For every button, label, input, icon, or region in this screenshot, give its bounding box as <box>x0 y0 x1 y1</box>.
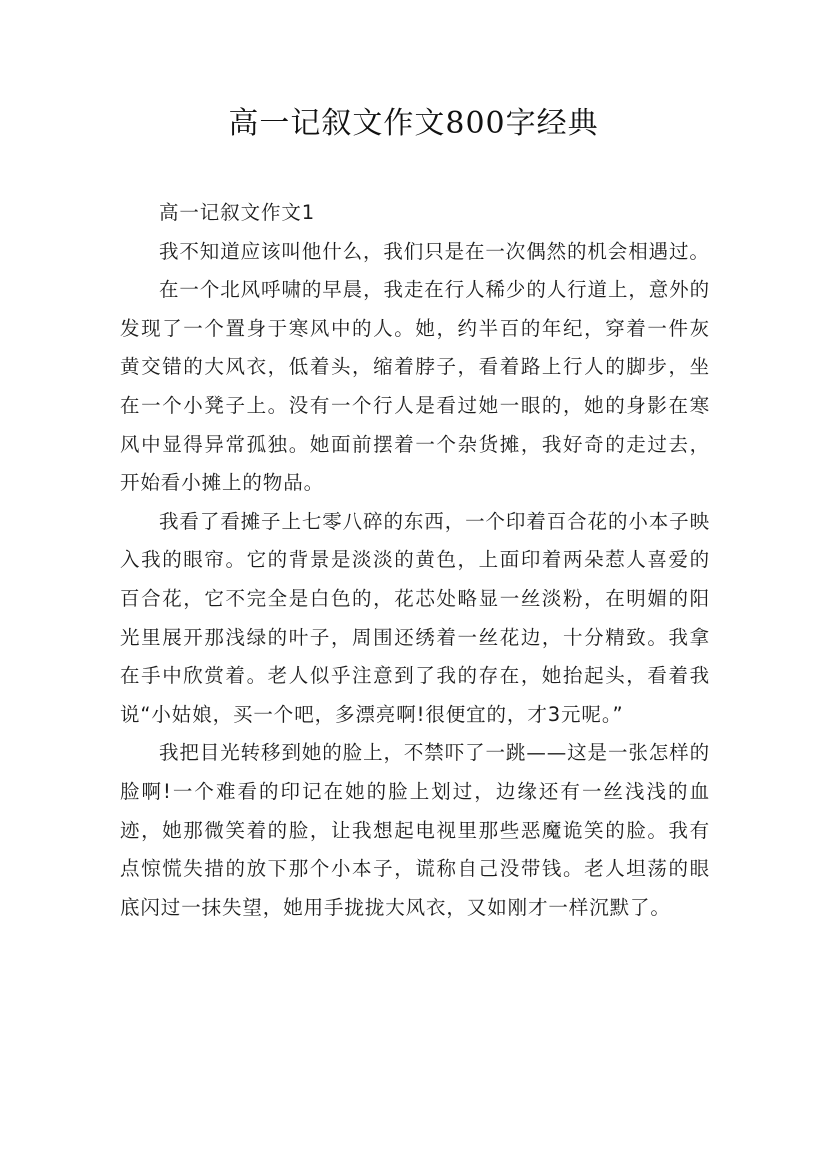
document-title: 高一记叙文作文800字经典 <box>228 106 599 141</box>
document-body <box>120 194 710 927</box>
paragraph: 在一个北风呼啸的早晨，我走在行人稀少的人行道上，意外的发现了一个置身于寒风中的人。她，约半百的年纪，穿着一件灰黄交错的大风衣，低着头，缩着脖子，看着路上行人的脚步，坐在一个小凳子上。没有一个行人是看过她一眼的，她的身影在寒风中显得异常孤独。她面前摆着一个杂货摊，我好奇的走过去，开始看小摊上的物品。 <box>120 278 710 495</box>
section-heading: 高一记叙文作文1 <box>159 201 316 224</box>
paragraph: 我把目光转移到她的脸上，不禁吓了一跳——这是一张怎样的脸啊!一个难看的印记在她的脸上划过，边缘还有一丝浅浅的血迹，她那微笑着的脸，让我想起电视里那些恶魔诡笑的脸。我有点惊慌失措的放下那个小本子，谎称自己没带钱。老人坦荡的眼底闪过一抹失望，她用手拢拢大风衣，又如刚才一样沉默了。 <box>120 741 710 919</box>
paragraph: 我不知道应该叫他什么，我们只是在一次偶然的机会相遇过。 <box>159 239 710 263</box>
paragraph: 我看了看摊子上七零八碎的东西，一个印着百合花的小本子映入我的眼帘。它的背景是淡淡的黄色，上面印着两朵惹人喜爱的百合花，它不完全是白色的，花芯处略显一丝淡粉，在明媚的阳光里展开那浅绿的叶子，周围还绣着一丝花边，十分精致。我拿在手中欣赏着。老人似乎注意到了我的存在，她抬起头，看着我说“小姑娘，买一个吧，多漂亮啊!很便宜的，才3元呢。” <box>120 509 710 726</box>
